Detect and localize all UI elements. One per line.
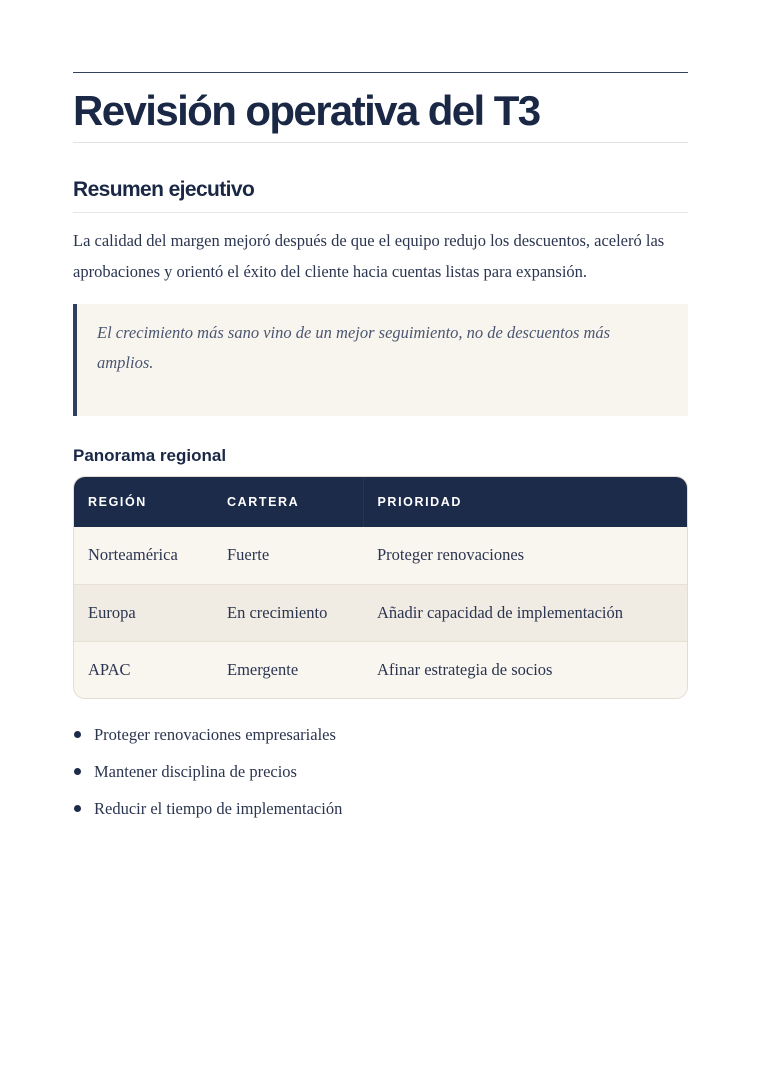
table-row	[74, 584, 687, 641]
list-item-text: Mantener disciplina de precios	[94, 762, 297, 781]
document-page	[73, 72, 688, 827]
pull-quote	[73, 304, 688, 416]
pull-quote-text: El crecimiento más sano vino de un mejor seguimiento, no de descuentos más amplios.	[97, 323, 611, 372]
cell-portfolio: Fuerte	[227, 545, 270, 565]
column-header-portfolio: CARTERA	[227, 495, 300, 509]
cell-priority: Añadir capacidad de implementación	[363, 584, 687, 641]
cell-portfolio: En crecimiento	[213, 584, 363, 641]
list-item	[73, 790, 688, 827]
list-item	[73, 716, 688, 753]
list-item-text: Reducir el tiempo de implementación	[94, 799, 343, 818]
priority-list	[73, 716, 688, 827]
column-header-region: REGIÓN	[88, 495, 147, 509]
cell-region: Norteamérica	[88, 545, 178, 565]
regional-heading: Panorama regional	[73, 446, 227, 465]
top-divider	[73, 72, 688, 73]
cell-priority: Proteger renovaciones	[377, 545, 525, 565]
list-item	[73, 753, 688, 790]
summary-heading: Resumen ejecutivo	[73, 178, 255, 201]
table-row	[74, 641, 687, 698]
column-header-priority: PRIORIDAD	[363, 477, 687, 527]
list-item-text: Proteger renovaciones empresariales	[94, 725, 336, 744]
table-row	[74, 527, 687, 584]
cell-region: Europa	[74, 584, 213, 641]
regional-table	[73, 476, 688, 699]
page-title: Revisión operativa del T3	[73, 87, 540, 134]
summary-paragraph: La calidad del margen mejoró después de que el equipo redujo los descuentos, aceleró las aprobaciones y orientó el éxito del cliente hacia cuentas listas para expansión.	[73, 231, 665, 281]
summary-divider	[73, 212, 688, 213]
bullet-icon	[74, 731, 81, 738]
bullet-icon	[74, 768, 81, 775]
cell-region: APAC	[74, 641, 213, 698]
table-header-row	[74, 477, 687, 527]
title-divider	[73, 142, 688, 143]
cell-portfolio: Emergente	[213, 641, 363, 698]
cell-priority: Afinar estrategia de socios	[363, 641, 687, 698]
bullet-icon	[74, 805, 81, 812]
